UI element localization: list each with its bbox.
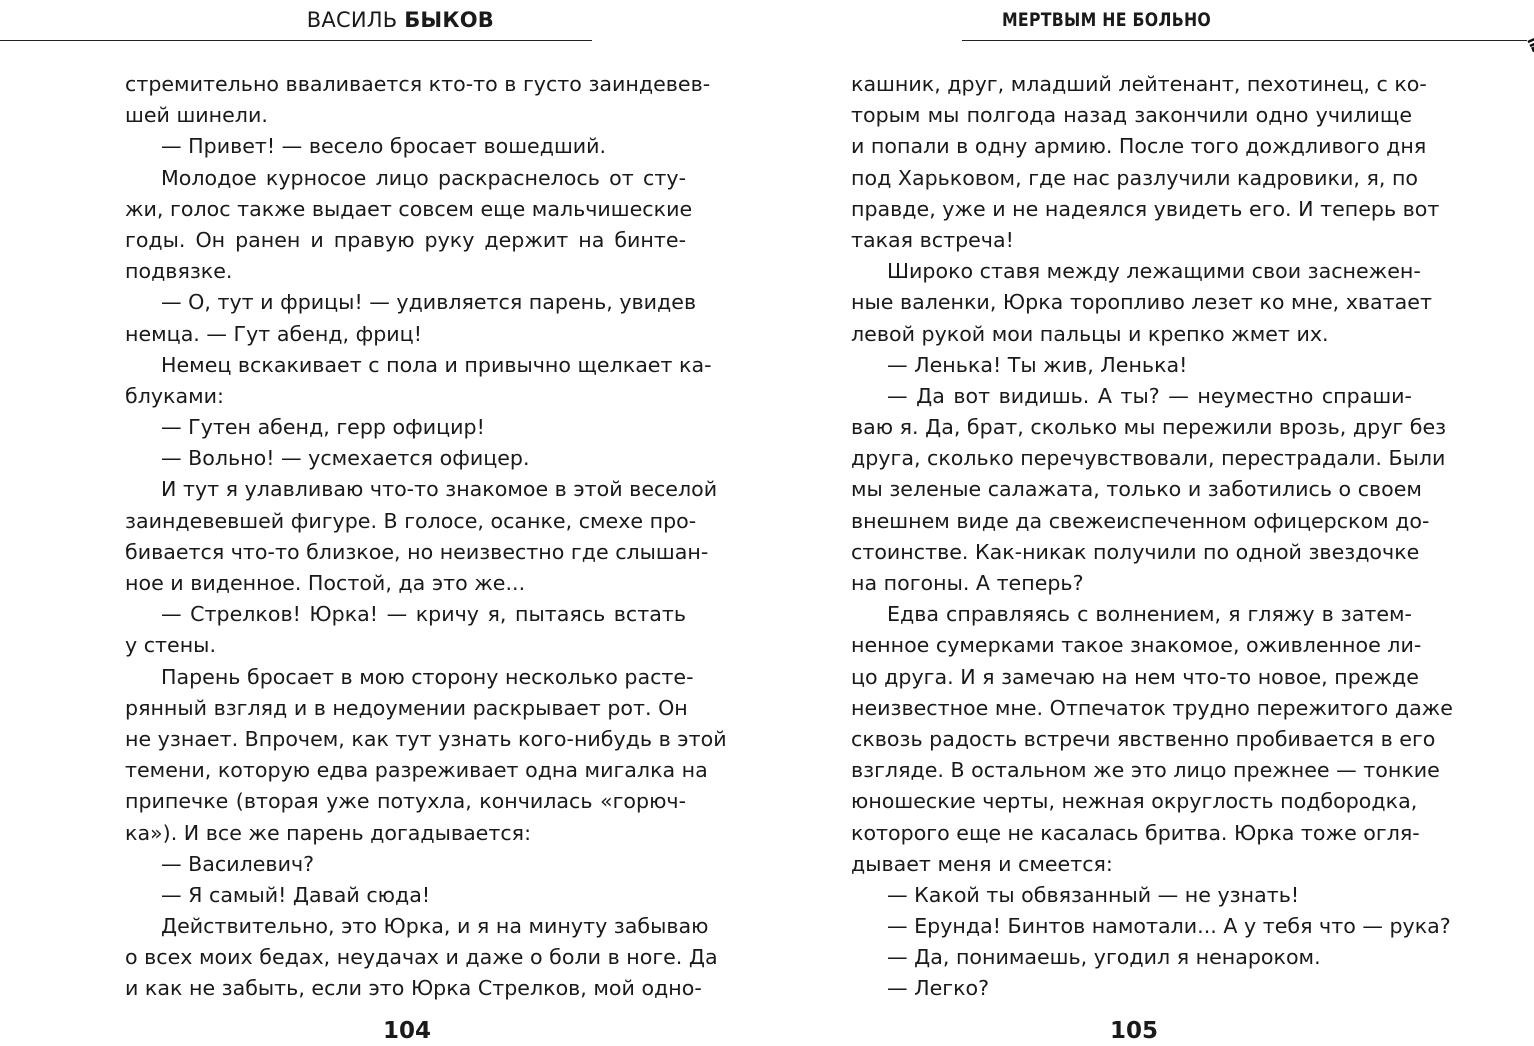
text-line: левой рукой мои пальцы и крепко жмет их.: [851, 321, 1329, 346]
text-line: — Я самый! Давай сюда!: [161, 882, 431, 907]
text-line: подвязке.: [125, 259, 233, 284]
text-line: — Гутен абенд, герр официр!: [161, 415, 485, 440]
text-line: — Какой ты обвязанный — не узнать!: [887, 882, 1300, 907]
text-line: — Василевич?: [161, 851, 315, 876]
text-line: Едва справляясь с волнением, я гляжу в затем-: [887, 602, 1412, 627]
text-line: Немец вскакивает с пола и привычно щелкает ка-: [161, 352, 712, 377]
text-line: — Легко?: [887, 976, 990, 1001]
text-line: друга, сколько перечувствовали, перестрадали. Были: [851, 446, 1446, 471]
text-line: шей шинели.: [125, 103, 268, 128]
text-line: жи, голос также выдает совсем еще мальчишеские: [125, 196, 693, 221]
text-line: стремительно вваливается кто-то в густо заиндевев-: [125, 72, 711, 96]
text-line: ное и виденное. Постой, да это же...: [125, 571, 526, 595]
text-line: — Вольно! — усмехается офицер.: [161, 446, 530, 471]
left-body-text: [125, 69, 727, 1005]
text-line: такая встреча!: [851, 227, 1014, 252]
text-line: заиндевевшей фигуре. В голосе, осанке, смехе про-: [125, 508, 697, 533]
left-running-header: [0, 0, 592, 41]
text-line: правде, уже и не надеялся увидеть его. И теперь вот: [851, 196, 1440, 221]
text-line: мы зеленые салажата, только и заботились о своем: [851, 477, 1422, 502]
text-line: — О, тут и фрицы! — удивляется парень, увидев: [161, 290, 697, 315]
right-body-text: [851, 69, 1453, 1005]
text-line: — Да вот видишь. А ты? — неуместно спраши-: [887, 383, 1412, 408]
text-line: неизвестное мне. Отпечаток трудно пережитого даже: [851, 695, 1453, 720]
author-name: [307, 8, 494, 32]
text-line: и как не забыть, если это Юрка Стрелков, мой одно-: [125, 976, 702, 1001]
text-line: о всех моих бедах, неудачах и даже о боли в ноге. Да: [125, 945, 718, 970]
text-line: на погоны. А теперь?: [851, 571, 1084, 595]
right-running-header: [962, 0, 1534, 41]
text-line: ка»). И все же парень догадывается:: [125, 820, 532, 845]
text-line: Молодое курносое лицо раскраснелось от сту-: [161, 165, 686, 190]
text-line: Действительно, это Юрка, и я на минуту забываю: [161, 914, 709, 939]
text-line: юношеские черты, нежная округлость подбородка,: [851, 789, 1418, 814]
text-line: внешнем виде да свежеиспеченном офицерском до-: [851, 508, 1430, 533]
text-line: Парень бросает в мою сторону несколько расте-: [161, 664, 694, 689]
text-line: и попали в одну армию. После того дождливого дня: [851, 134, 1427, 159]
text-line: дывает меня и смеется:: [851, 851, 1113, 876]
text-line: ваю я. Да, брат, сколько мы пережили врозь, друг без: [851, 415, 1447, 440]
laurel-branch-ribbon-icon: [1527, 0, 1534, 52]
text-line: не узнает. Впрочем, как тут узнать кого-нибудь в этой: [125, 726, 727, 751]
text-line: блуками:: [125, 383, 224, 408]
text-line: темени, которую едва разреживает одна мигалка на: [125, 758, 708, 783]
text-line: — Стрелков! Юрка! — кричу я, пытаясь встать: [161, 602, 686, 627]
text-line: ные валенки, Юрка торопливо лезет ко мне, хватает: [851, 290, 1432, 315]
text-line: взгляде. В остальном же это лицо прежнее — тонкие: [851, 758, 1440, 783]
text-line: кашник, друг, младший лейтенант, пехотинец, с ко-: [851, 72, 1427, 96]
author-first-name: ВАСИЛЬ: [306, 8, 405, 32]
text-line: — Ерунда! Бинтов намотали... А у тебя что — рука?: [887, 914, 1451, 939]
right-page-number: 105: [1110, 1018, 1159, 1044]
text-line: под Харьковом, где нас разлучили кадровики, я, по: [851, 165, 1419, 190]
book-title: МЕРТВЫМ НЕ БОЛЬНО: [1002, 9, 1212, 31]
text-line: годы. Он ранен и правую руку держит на бинте-: [125, 227, 686, 252]
right-page: [767, 0, 1534, 1046]
text-line: ненное сумерками такое знакомое, оживленное ли-: [851, 633, 1422, 658]
text-line: которого еще не касалась бритва. Юрка тоже огля-: [851, 820, 1420, 845]
text-line: торым мы полгода назад закончили одно училище: [851, 103, 1412, 128]
text-line: рянный взгляд и в недоумении раскрывает рот. Он: [125, 695, 688, 720]
text-line: бивается что-то близкое, но неизвестно где слышан-: [125, 539, 709, 564]
author-last-name: БЫКОВ: [404, 8, 494, 32]
text-line: сквозь радость встречи явственно пробивается в его: [851, 726, 1436, 751]
text-line: немца. — Гут абенд, фриц!: [125, 321, 422, 346]
text-line: цо друга. И я замечаю на нем что-то новое, прежде: [851, 664, 1419, 689]
text-line: у стены.: [125, 633, 216, 658]
text-line: Широко ставя между лежащими свои заснежен-: [887, 259, 1421, 284]
left-page-number: 104: [383, 1018, 432, 1044]
text-line: припечке (вторая уже потухла, кончилась «горюч-: [125, 789, 686, 814]
text-line: стоинстве. Как-никак получили по одной звездочке: [851, 539, 1420, 564]
text-line: — Ленька! Ты жив, Ленька!: [887, 352, 1188, 377]
text-line: И тут я улавливаю что-то знакомое в этой веселой: [161, 477, 718, 502]
text-line: — Да, понимаешь, угодил я ненароком.: [887, 945, 1321, 970]
text-line: — Привет! — весело бросает вошедший.: [161, 134, 607, 159]
